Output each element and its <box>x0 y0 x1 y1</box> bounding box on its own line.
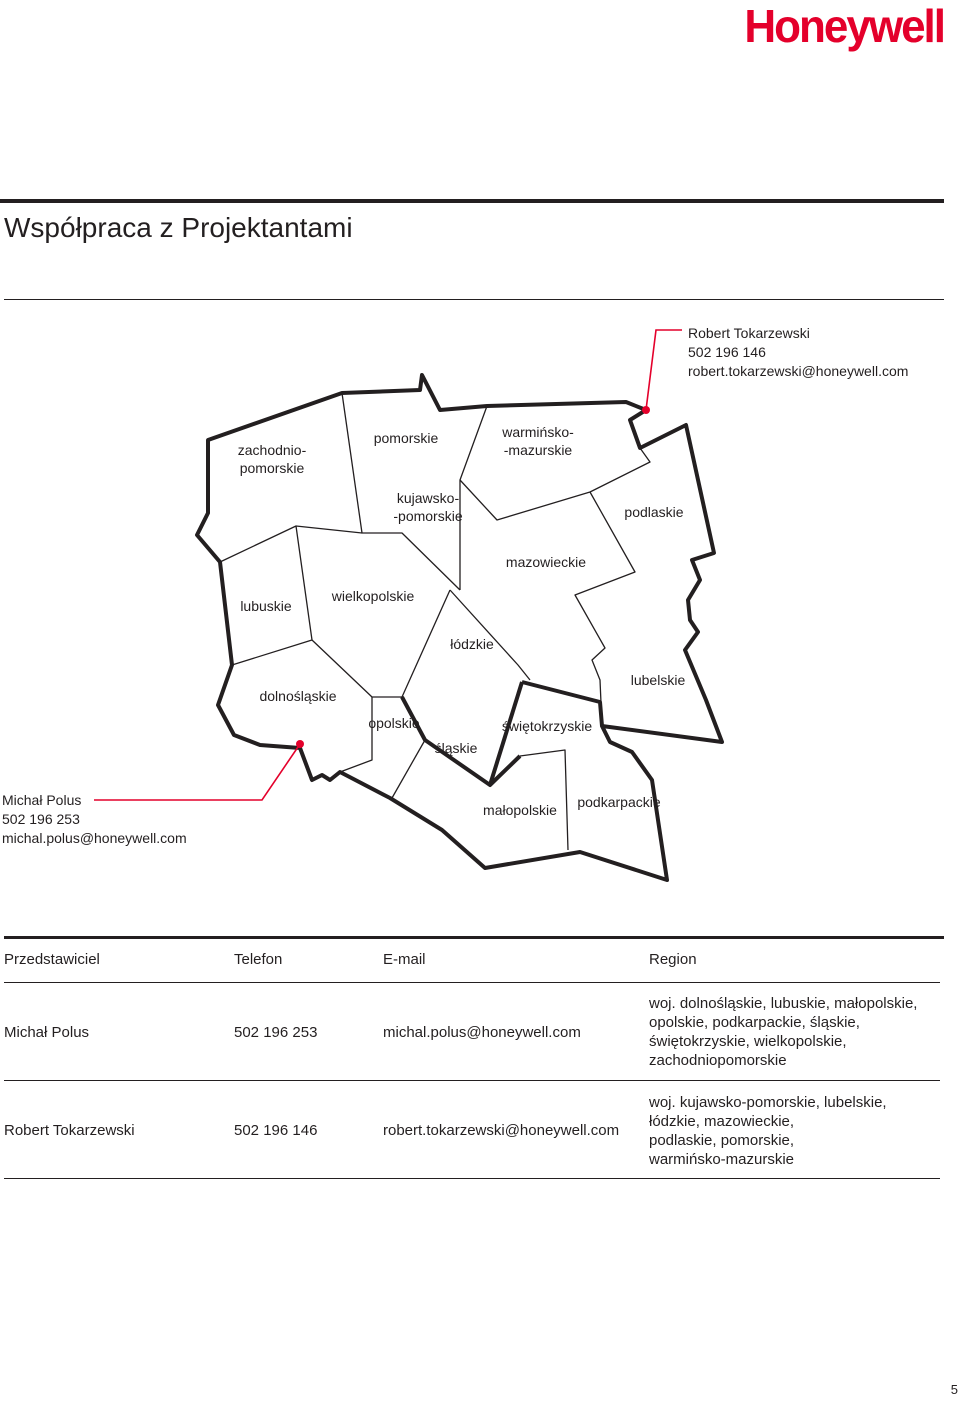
row2-email[interactable]: robert.tokarzewski@honeywell.com <box>383 1122 620 1139</box>
region-label-line: opolskie <box>368 715 420 731</box>
region-line: zachodniopomorskie <box>649 1052 787 1069</box>
region-label-line: lubelskie <box>630 672 686 688</box>
border-3 <box>460 448 650 520</box>
contact-phone: 502 196 146 <box>688 344 766 360</box>
leader-line-north <box>646 330 682 410</box>
border-9 <box>450 590 530 680</box>
header-email: E-mail <box>383 951 426 968</box>
region-label-wielkopolskie <box>331 588 415 604</box>
region-label-line: małopolskie <box>483 802 557 818</box>
region-label-malopolskie <box>483 802 557 818</box>
contact-phone: 502 196 253 <box>2 811 80 827</box>
table-top-rule <box>4 936 944 939</box>
region-label-line: śląskie <box>434 740 478 756</box>
region-line: łódzkie, mazowieckie, <box>649 1113 795 1130</box>
border-10 <box>340 697 372 772</box>
region-label-line: zachodnio- <box>237 442 307 458</box>
region-label-dolnoslaskie <box>259 688 336 704</box>
region-label-line: warmińsko- <box>502 424 574 440</box>
region-label-line: mazowieckie <box>505 554 587 570</box>
region-label-slaskie <box>435 740 478 756</box>
page-number: 5 <box>950 1382 958 1397</box>
header-rule <box>4 982 940 983</box>
border-6 <box>296 526 362 533</box>
region-label-zachodniopomorskie <box>238 442 307 476</box>
row1-email[interactable]: michal.polus@honeywell.com <box>383 1024 581 1041</box>
border-4 <box>575 492 635 726</box>
region-label-podkarpackie <box>577 794 660 810</box>
region-label-warminsko-mazurskie <box>501 424 574 458</box>
region-label-lubuskie <box>240 598 292 614</box>
table-bottom-rule <box>4 1178 940 1179</box>
region-label-line: dolnośląskie <box>259 688 337 704</box>
region-line: woj. dolnośląskie, lubuskie, małopolskie, <box>649 995 918 1012</box>
region-label-line: pomorskie <box>373 430 439 446</box>
region-label-podlaskie <box>624 504 683 520</box>
region-label-line: pomorskie <box>239 460 305 476</box>
header-representative: Przedstawiciel <box>4 951 100 968</box>
contact-name: Michał Polus <box>2 792 82 808</box>
header-region: Region <box>649 951 697 968</box>
region-label-line: świętokrzyskie <box>501 718 593 734</box>
marker-north <box>642 406 650 414</box>
region-label-lodzkie <box>450 636 494 652</box>
region-label-kujawsko-pomorskie <box>393 490 462 524</box>
region-label-line: łódzkie <box>450 636 494 652</box>
region-label-mazowieckie <box>506 554 586 570</box>
contact-email[interactable]: michal.polus@honeywell.com <box>2 830 187 846</box>
row2-region <box>649 1093 939 1169</box>
border-2 <box>460 406 487 590</box>
region-label-line: podkarpackie <box>577 794 661 810</box>
contact-email[interactable]: robert.tokarzewski@honeywell.com <box>688 363 909 379</box>
region-label-opolskie <box>368 715 420 731</box>
row1-name: Michał Polus <box>4 1024 90 1041</box>
region-label-lubelskie <box>631 672 686 688</box>
header-phone: Telefon <box>234 951 283 968</box>
region-line: opolskie, podkarpackie, śląskie, <box>649 1014 860 1031</box>
region-label-line: lubuskie <box>240 598 292 614</box>
marker-south <box>296 740 304 748</box>
region-label-line: -pomorskie <box>393 508 463 524</box>
region-label-pomorskie <box>374 430 439 446</box>
row1-rule <box>4 1080 940 1081</box>
contact-callout-north <box>688 324 908 381</box>
border-8 <box>402 590 450 697</box>
border-5 <box>220 526 312 665</box>
region-line: woj. kujawsko-pomorskie, lubelskie, <box>649 1094 887 1111</box>
region-line: podlaskie, pomorskie, <box>649 1132 795 1149</box>
region-label-swietokrzyskie <box>502 718 592 734</box>
title-top-rule <box>0 199 944 203</box>
page-title: Współpraca z Projektantami <box>4 212 353 243</box>
contact-name: Robert Tokarzewski <box>688 325 810 341</box>
contact-callout-south <box>2 791 187 848</box>
region-label-line: -mazurskie <box>503 442 573 458</box>
border-12 <box>520 750 568 850</box>
row2-phone: 502 196 146 <box>234 1122 318 1139</box>
region-label-line: kujawsko- <box>396 490 460 506</box>
border-11 <box>392 740 425 798</box>
region-line: świętokrzyskie, wielkopolskie, <box>649 1033 847 1050</box>
row2-name: Robert Tokarzewski <box>4 1122 135 1139</box>
honeywell-logo: Honeywell <box>744 0 944 53</box>
region-label-line: podlaskie <box>624 504 684 520</box>
row1-region <box>649 994 939 1070</box>
region-line: warmińsko-mazurskie <box>649 1151 795 1168</box>
row1-phone: 502 196 253 <box>234 1024 318 1041</box>
region-label-line: wielkopolskie <box>331 588 415 604</box>
